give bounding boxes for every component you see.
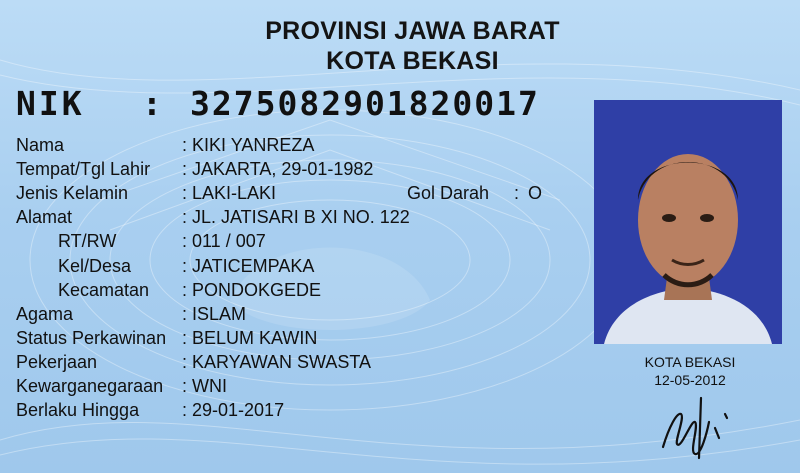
field-kel-desa (16, 256, 596, 280)
province-title: PROVINSI JAWA BARAT (265, 17, 560, 45)
field-colon: : (182, 328, 188, 348)
nik-separator: : (142, 84, 162, 123)
field-colon: : (182, 183, 188, 203)
field-label: RT/RW (58, 231, 117, 251)
field-jenis-kelamin (16, 183, 596, 207)
issue-city: KOTA BEKASI (644, 354, 736, 370)
field-agama (16, 304, 596, 328)
field-pekerjaan (16, 352, 596, 376)
portrait-silhouette (594, 100, 782, 344)
field-colon: : (182, 352, 188, 372)
field-value: WNI (192, 376, 227, 396)
holder-photo (594, 100, 782, 344)
blood-type-value: O (528, 183, 543, 203)
field-colon: : (182, 135, 188, 155)
issue-date: 12-05-2012 (654, 372, 726, 388)
field-nama (16, 135, 596, 159)
field-value: JAKARTA, 29-01-1982 (192, 159, 374, 179)
field-label: Agama (16, 304, 74, 324)
field-kecamatan (16, 280, 596, 304)
field-value: ISLAM (192, 304, 247, 324)
field-value: LAKI-LAKI (192, 183, 277, 203)
field-value: KARYAWAN SWASTA (192, 352, 372, 372)
blood-type-label: Gol Darah (407, 183, 490, 203)
field-value: PONDOKGEDE (192, 280, 322, 300)
city-title: KOTA BEKASI (326, 47, 499, 75)
field-label: Jenis Kelamin (16, 183, 129, 203)
field-colon: : (182, 207, 188, 227)
field-label: Status Perkawinan (16, 328, 167, 348)
field-colon: : (182, 256, 188, 276)
field-colon: : (182, 400, 188, 420)
field-label: Alamat (16, 207, 73, 227)
field-berlaku-hingga (16, 400, 596, 424)
signature-icon (655, 392, 735, 462)
field-value: JATICEMPAKA (192, 256, 315, 276)
field-kewarganegaraan (16, 376, 596, 400)
field-label: Kecamatan (58, 280, 150, 300)
field-value: KIKI YANREZA (192, 135, 315, 155)
field-label: Berlaku Hingga (16, 400, 140, 420)
field-label: Nama (16, 135, 65, 155)
field-colon: : (182, 304, 188, 324)
field-rt-rw (16, 231, 596, 255)
field-value: 29-01-2017 (192, 400, 285, 420)
nik-label: NIK (16, 84, 85, 123)
field-colon: : (182, 159, 188, 179)
nik-value: 3275082901820017 (190, 84, 540, 123)
field-status-perkawinan (16, 328, 596, 352)
field-label: Tempat/Tgl Lahir (16, 159, 151, 179)
field-label: Kewarganegaraan (16, 376, 164, 396)
field-colon: : (182, 231, 188, 251)
field-colon: : (182, 376, 188, 396)
field-colon: : (182, 280, 188, 300)
blood-type-colon: : (514, 183, 520, 203)
field-label: Pekerjaan (16, 352, 98, 372)
field-value: 011 / 007 (192, 231, 266, 251)
field-value: JL. JATISARI B XI NO. 122 (192, 207, 410, 227)
field-alamat (16, 207, 596, 231)
field-value: BELUM KAWIN (192, 328, 318, 348)
field-tempat-tgl-lahir (16, 159, 596, 183)
field-label: Kel/Desa (58, 256, 132, 276)
